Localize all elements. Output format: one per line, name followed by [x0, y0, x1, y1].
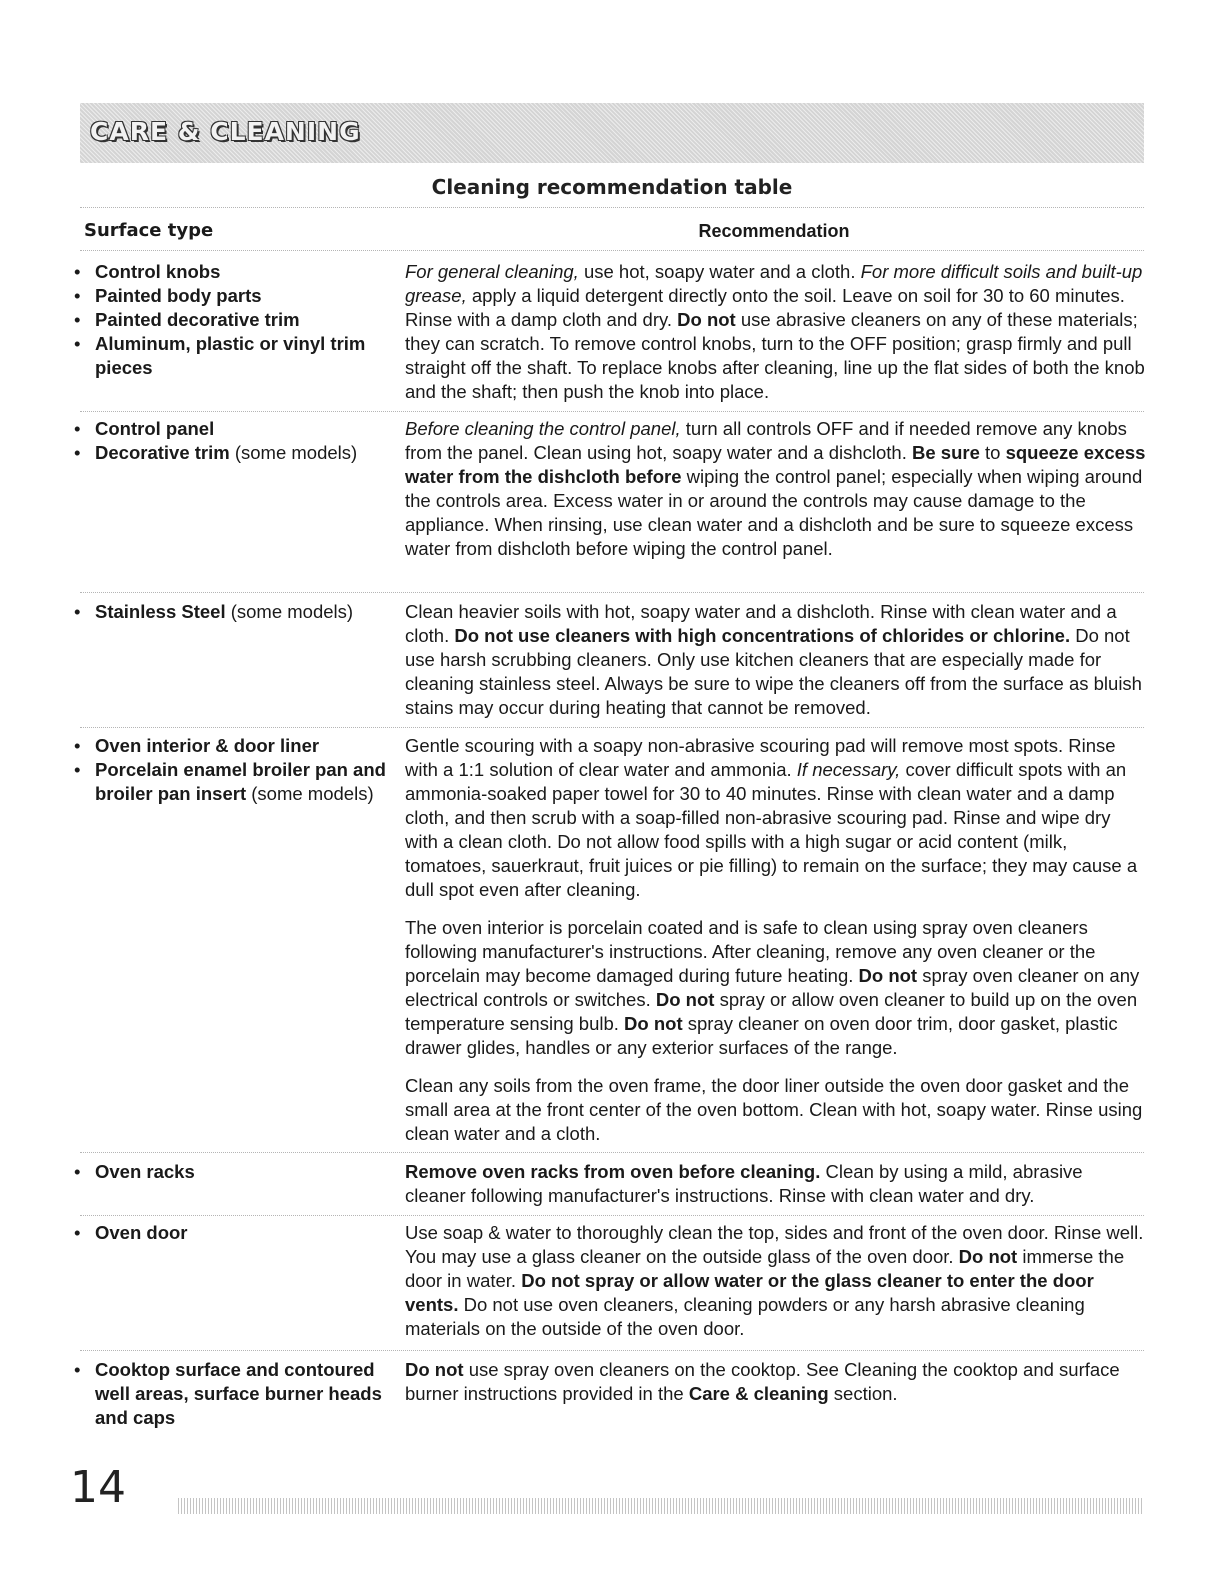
- body-text: turn all controls OFF and if needed remove any knobs from the panel. Clean using hot, soapy water and a dishcloth.: [405, 418, 1127, 463]
- bullet-icon: •: [74, 309, 81, 330]
- recommendation-paragraph: [405, 1358, 1147, 1406]
- emphasis-text: Do not spray or allow water or the glass cleaner to enter the door vents.: [405, 1270, 1094, 1315]
- recommendation-paragraph: [405, 734, 1147, 902]
- surface-name: Decorative trim: [95, 442, 230, 463]
- body-text: Use soap & water to thoroughly clean the top, sides and front of the oven door. Rinse well. You may use a glass cleaner on the outside glass of the oven door.: [405, 1222, 1144, 1267]
- body-text: Clean any soils from the oven frame, the door liner outside the oven door gasket and the small area at the front center of the oven bottom. Clean with hot, soapy water. Rinse using clean water and a cloth.: [405, 1075, 1143, 1144]
- page-number: 14: [70, 1462, 126, 1513]
- recommendation-cell: [405, 1221, 1147, 1341]
- emphasis-text: Do not: [624, 1013, 683, 1034]
- recommendation-cell: [405, 1358, 1147, 1406]
- surface-item: [74, 417, 396, 441]
- surface-name: Painted body parts: [95, 285, 262, 306]
- surface-type-cell: [74, 417, 396, 465]
- emphasis-text: Do not: [858, 965, 918, 986]
- recommendation-paragraph: [405, 417, 1147, 561]
- surface-name: Oven racks: [95, 1161, 195, 1182]
- italic-text: For general cleaning,: [405, 261, 579, 282]
- surface-name: Cooktop surface and contoured well areas, surface burner heads and caps: [95, 1359, 382, 1428]
- surface-note: (some models): [246, 783, 374, 804]
- footer-bar: [178, 1498, 1144, 1514]
- bullet-icon: •: [74, 735, 81, 756]
- body-text: Gentle scouring with a soapy non-abrasive scouring pad will remove most spots. Rinse with a 1:1 solution of clear water and ammonia.: [405, 735, 1116, 780]
- surface-type-cell: [74, 1160, 396, 1184]
- emphasis-text: Remove oven racks from oven before cleaning.: [405, 1161, 821, 1182]
- body-text: use hot, soapy water and a cloth.: [578, 261, 861, 282]
- surface-item: [74, 1221, 396, 1245]
- recommendation-paragraph: [405, 1074, 1147, 1146]
- column-header-recommendation: Recommendation: [698, 221, 850, 241]
- bullet-icon: •: [74, 759, 81, 780]
- emphasis-text: Care & cleaning: [688, 1383, 829, 1404]
- recommendation-paragraph: [405, 1160, 1147, 1208]
- emphasis-text: Be sure: [912, 442, 980, 463]
- surface-item: [74, 308, 396, 332]
- recommendation-cell: [405, 260, 1147, 404]
- divider: [80, 592, 1144, 593]
- recommendation-cell: [405, 417, 1147, 561]
- emphasis-text: Do not: [655, 989, 715, 1010]
- surface-item: [74, 332, 396, 380]
- surface-note: (some models): [229, 442, 358, 463]
- emphasis-text: Do not use cleaners with high concentrations of chlorides or chlorine.: [454, 625, 1071, 646]
- surface-type-cell: [74, 734, 396, 806]
- surface-name: Stainless Steel: [95, 601, 226, 622]
- surface-type-cell: [74, 600, 396, 624]
- surface-name: Aluminum, plastic or vinyl trim pieces: [95, 333, 366, 378]
- surface-item: [74, 600, 396, 624]
- bullet-icon: •: [74, 261, 81, 282]
- bullet-icon: •: [74, 1359, 81, 1380]
- body-text: immerse the door in water.: [405, 1246, 1125, 1291]
- recommendation-cell: [405, 600, 1147, 720]
- emphasis-text: Do not: [405, 1359, 464, 1380]
- surface-type-cell: [74, 1221, 396, 1245]
- bullet-icon: •: [74, 442, 81, 463]
- body-text: The oven interior is porcelain coated and is safe to clean using spray oven cleaners following manufacturer's instructions. After cleaning, remove any oven cleaner or the porcelain may become damaged during future heating.: [405, 917, 1096, 986]
- divider: [80, 207, 1144, 208]
- body-text: cover difficult spots with an ammonia-soaked paper towel for 30 to 40 minutes. Rinse with clean water and a damp cloth, and then scrub with a soap-filled non-abrasive scouring pad. Rinse and wipe dry with a clean cloth. Do not allow food spills with a high sugar or acid content (milk, tomatoes, sauerkraut, fruit juices or pie filling) to remain on the surface; they may cause a dull spot even after cleaning.: [405, 759, 1138, 900]
- body-text: Do not use harsh scrubbing cleaners. Only use kitchen cleaners that are especially made for cleaning stainless steel. Always be sure to wipe the cleaners off from the surface as bluish stains may occur during heating that cannot be removed.: [405, 625, 1142, 718]
- italic-text: Before cleaning the control panel,: [405, 418, 681, 439]
- recommendation-cell: [405, 734, 1147, 1146]
- emphasis-text: squeeze excess water from the dishcloth before: [405, 442, 1146, 487]
- bullet-icon: •: [74, 285, 81, 306]
- body-text: spray cleaner on oven door trim, door gasket, plastic drawer glides, handles or any exterior surfaces of the range.: [405, 1013, 1118, 1058]
- divider: [80, 411, 1144, 412]
- surface-item: [74, 1358, 396, 1430]
- recommendation-paragraph: [405, 600, 1147, 720]
- surface-name: Oven door: [95, 1222, 188, 1243]
- surface-item: [74, 284, 396, 308]
- table-title: Cleaning recommendation table: [431, 175, 793, 199]
- body-text: use abrasive cleaners on any of these materials; they can scratch. To remove control knobs, turn to the OFF position; grasp firmly and pull straight off the shaft. To replace knobs after cleaning, line up the flat sides of both the knob and the shaft; then push the knob into place.: [405, 309, 1145, 402]
- emphasis-text: Do not: [677, 309, 736, 330]
- recommendation-paragraph: [405, 260, 1147, 404]
- surface-note: (some models): [225, 601, 354, 622]
- surface-name: Control panel: [95, 418, 215, 439]
- divider: [80, 1215, 1144, 1216]
- recommendation-paragraph: [405, 1221, 1147, 1341]
- surface-item: [74, 1160, 396, 1184]
- italic-text: If necessary,: [796, 759, 901, 780]
- bullet-icon: •: [74, 418, 81, 439]
- body-text: wiping the control panel; especially when wiping around the controls area. Excess water in or around the controls may cause damage to the appliance. When rinsing, use clean water and a dishcloth and be sure to squeeze excess water from dishcloth before wiping the control panel.: [405, 466, 1143, 559]
- recommendation-paragraph: [405, 916, 1147, 1060]
- body-text: spray or allow oven cleaner to build up on the oven temperature sensing bulb.: [405, 989, 1138, 1034]
- divider: [80, 1152, 1144, 1153]
- bullet-icon: •: [74, 601, 81, 622]
- body-text: Clean by using a mild, abrasive cleaner following manufacturer's instructions. Rinse with clean water and dry.: [405, 1161, 1083, 1206]
- divider: [80, 250, 1144, 251]
- surface-name: Porcelain enamel broiler pan and broiler pan insert: [95, 759, 386, 804]
- surface-type-cell: [74, 1358, 396, 1430]
- divider: [80, 727, 1144, 728]
- body-text: Clean heavier soils with hot, soapy water and a dishcloth. Rinse with clean water and a cloth.: [405, 601, 1117, 646]
- body-text: apply a liquid detergent directly onto the soil. Leave on soil for 30 to 60 minutes. Rinse with a damp cloth and dry.: [405, 285, 1125, 330]
- surface-name: Oven interior & door liner: [95, 735, 320, 756]
- body-text: to: [979, 442, 1006, 463]
- bullet-icon: •: [74, 1222, 81, 1243]
- surface-name: Painted decorative trim: [95, 309, 300, 330]
- bullet-icon: •: [74, 1161, 81, 1182]
- surface-item: [74, 260, 396, 284]
- surface-type-cell: [74, 260, 396, 380]
- body-text: section.: [828, 1383, 898, 1404]
- column-header-surface: Surface type: [84, 220, 214, 241]
- body-text: use spray oven cleaners on the cooktop. See Cleaning the cooktop and surface burner instructions provided in the: [405, 1359, 1120, 1404]
- surface-item: [74, 734, 396, 758]
- italic-text: For more difficult soils and built-up grease,: [405, 261, 1143, 306]
- surface-item: [74, 758, 396, 806]
- body-text: Do not use oven cleaners, cleaning powders or any harsh abrasive cleaning materials on the outside of the oven door.: [405, 1294, 1085, 1339]
- section-title: CARE & CLEANING: [90, 117, 361, 146]
- body-text: spray oven cleaner on any electrical controls or switches.: [405, 965, 1140, 1010]
- surface-item: [74, 441, 396, 465]
- emphasis-text: Do not: [958, 1246, 1018, 1267]
- bullet-icon: •: [74, 333, 81, 354]
- divider: [80, 1350, 1144, 1351]
- surface-name: Control knobs: [95, 261, 221, 282]
- recommendation-cell: [405, 1160, 1147, 1208]
